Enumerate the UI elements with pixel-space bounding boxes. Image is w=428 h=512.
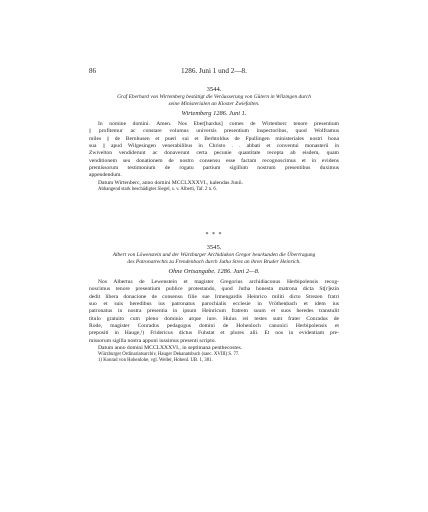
datum-line: Datum Wirtenberc, anno domini MCCLXXXVI., kalendas Junii.: [98, 179, 244, 186]
caption-line: des Patronatrechts zu Frendenbach durch Jutha Strez an ihren Bruder Heinrich.: [127, 259, 301, 266]
document-dateline: Wirtemberg 1286. Juni 1.: [181, 110, 247, 118]
text-line: titulo gratuito cum pleno dominio atque iure. Huius rei testes sunt frater Conradus de: [89, 315, 339, 322]
running-header: [0, 67, 428, 79]
document-number: 3544.: [206, 86, 222, 93]
document-text: [89, 279, 339, 352]
text-line: miles || de Bernhusen et pueri sui et Berhtoldus de Fpullingen ministeriales nostri bona: [89, 135, 339, 142]
text-line: noscimus tenore presentium publice protestando, quod Jutha honesta matrona dicta St[r]ezin: [89, 286, 339, 293]
running-title: 1286. Juni 1 und 2—8.: [181, 67, 247, 75]
text-line: missorum sigilla nostra apponi iussimus presenti scripto.: [89, 337, 216, 344]
document-3545: [89, 243, 339, 365]
text-line: Nos Albertus de Lewenstein et magister Gregorius archidiaconus Herbipolensis recog-: [98, 279, 339, 286]
page-number: 86: [89, 67, 96, 75]
document-number: 3545.: [206, 244, 222, 251]
archival-note: Abhangend stark beschädigtes Siegel, s. v. Alberti, Taf. 2 n. 6.: [98, 186, 218, 192]
text-line: venditionem seu donationem de nostro consensu esse factam recognoscimus et in evidens: [89, 157, 339, 164]
document-dateline: Ohne Ortsangabe. 1286. Juni 2—8.: [168, 268, 260, 276]
caption-line: seine Ministerialen an Kloster Zwiefalten.: [168, 101, 260, 108]
document-caption: [89, 94, 339, 108]
text-line: patronatus in nostra presentia in ipsum Heinricum fratrem suum et suos heredes transtulit: [89, 308, 339, 315]
text-line: || profitemur ac constare volumus universis presentium inspectoribus, quod Wolframus: [89, 128, 339, 135]
section-separator: * * *: [205, 232, 223, 238]
text-line: Rode, magister Conradus pedagogus domini de Hohenloch canonici Herbipolensis et: [89, 322, 339, 329]
text-line: In nomine domini. Amen. Nos Eber[hardus] comes de Wirtenberc tenore presentium: [98, 121, 339, 128]
text-line: prepositi in Hauge,¹) Fridericus dictus Fuhstat et plures alii. Et nos in evidentiam pre-: [89, 330, 339, 337]
text-line: appendendum.: [89, 172, 122, 179]
text-line: premissorum testimonium de rogatu partium sigillum nostrum presentibus duximus: [89, 164, 339, 171]
document-caption: [89, 252, 339, 266]
document-text: [89, 121, 339, 187]
text-line: suo et suis heredibus ius patronatus parochialis ecclesie in Vröthenbach et idem ius: [89, 301, 339, 308]
caption-line: Albert von Löwenstein und der Würzburger Archidiakon Gregor beurkunden die Übertragung: [112, 252, 316, 258]
datum-line: Datum anno domini MCCLXXXVI., in septimana penthecostes.: [98, 344, 243, 351]
text-line: sua || apud Wilgesingen venerabilibus in Christo . . abbati et conventui monasterii in: [89, 143, 339, 150]
archival-note: Würzburger Ordinariatsarchiv, Hauger Dekanatsbuch (saec. XVIII) S. 77.: [98, 352, 240, 358]
footnote: 1) Konrad von Hohenlohe, vgl. Weller, Hohenl. UB. 1, 381.: [98, 358, 213, 364]
caption-line: Graf Eberhard von Wirtemberg bestätigt die Veräusserung von Gütern in Wilzingen durch: [117, 94, 311, 100]
text-line: Zwivelton vendiderunt ac donaverunt certa pecunie quantitate recepta ab eisdem, quam: [89, 150, 339, 157]
text-line: dedit libera donacione de consensu filie sue Irmengardis Heinrico militi dicto Strezen fratri: [89, 293, 339, 300]
document-3544: [89, 85, 339, 193]
